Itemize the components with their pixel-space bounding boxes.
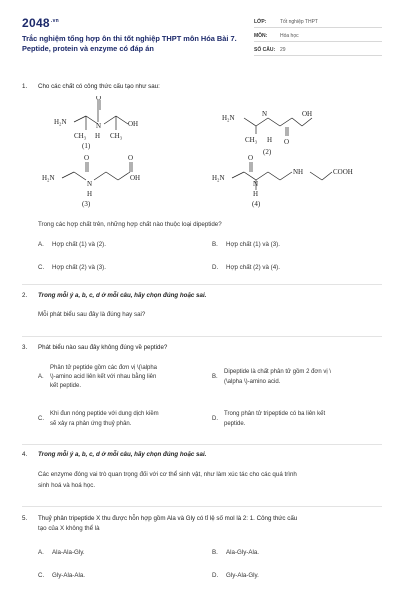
question-number: 2. bbox=[22, 292, 28, 299]
question-text-line: Thuỷ phân tripeptide X thu được hỗn hợp gồm Ala và Gly có tỉ lệ số mol là 2: 1. Công thức cấu bbox=[38, 515, 298, 522]
option-text-line: Dipeptide là chất phân tử gồm 2 đơn vị \ bbox=[224, 369, 332, 375]
chem-h2n-label: H₂N bbox=[54, 118, 67, 126]
option-letter: C. bbox=[38, 572, 45, 579]
meta-key: SỐ CÂU: bbox=[254, 47, 276, 53]
meta-value: Hóa học bbox=[280, 33, 299, 39]
divider bbox=[22, 444, 382, 445]
question-text: Cho các chất có công thức cấu tạo như sau: bbox=[38, 83, 160, 90]
question-1-sub: Trong các hợp chất trên, những hợp chất nào thuộc loại dipeptide? bbox=[38, 221, 222, 228]
structure-label: (4) bbox=[252, 200, 261, 208]
chemical-structures bbox=[40, 96, 370, 214]
question-text-line: tạo của X không thể là bbox=[38, 525, 100, 532]
option-text: Ala-Ala-Gly. bbox=[52, 549, 85, 556]
chem-oh-label: OH bbox=[302, 110, 313, 118]
chem-n-label: N bbox=[87, 180, 93, 188]
option-text: Gly-Ala-Gly. bbox=[226, 572, 259, 579]
option-a[interactable] bbox=[38, 240, 106, 249]
question-number: 4. bbox=[22, 451, 28, 458]
chem-h-label: H bbox=[95, 132, 101, 140]
chem-ch3-label: CH₃ bbox=[74, 132, 87, 140]
meta-value: Tốt nghiệp THPT bbox=[280, 19, 318, 25]
chem-ch3-label: CH₃ bbox=[245, 136, 258, 144]
logo-tld: .vn bbox=[50, 18, 60, 24]
option-d[interactable] bbox=[212, 571, 259, 580]
chem-h-label: H bbox=[87, 190, 93, 198]
option-text: Hợp chất (2) và (4). bbox=[226, 264, 280, 271]
option-d[interactable] bbox=[212, 410, 382, 434]
option-text-line: peptide. bbox=[224, 421, 246, 427]
option-text: Hợp chất (1) và (3). bbox=[226, 241, 280, 248]
question-number: 1. bbox=[22, 83, 28, 90]
question-number: 5. bbox=[22, 515, 28, 522]
option-a[interactable] bbox=[38, 364, 208, 400]
option-letter: B. bbox=[212, 241, 218, 248]
option-text: Hợp chất (1) và (2). bbox=[52, 241, 106, 248]
chem-ch3-label: CH₃ bbox=[110, 132, 123, 140]
chem-n-label: N bbox=[262, 110, 268, 118]
option-text-line: kết peptide. bbox=[50, 383, 82, 389]
question-text: Phát biểu nào sau đây không đúng về peptide? bbox=[38, 344, 168, 351]
option-letter: A. bbox=[38, 241, 44, 248]
divider bbox=[22, 284, 382, 285]
chem-oh-label: OH bbox=[128, 120, 139, 128]
chem-o-label: O bbox=[284, 138, 290, 146]
logo-text: 2048 bbox=[22, 16, 50, 30]
option-text-line: \)-amino acid liên kết với nhau bằng liên bbox=[50, 374, 157, 380]
site-logo[interactable] bbox=[22, 16, 59, 30]
option-letter: D. bbox=[212, 416, 218, 422]
option-letter: B. bbox=[212, 549, 218, 556]
option-letter: D. bbox=[212, 572, 219, 579]
option-text-line: Khi đun nóng peptide với dung dịch kiềm bbox=[50, 411, 159, 417]
chem-oh-label: OH bbox=[130, 174, 141, 182]
meta-row-class bbox=[254, 14, 382, 28]
chem-n-label: N bbox=[96, 122, 102, 130]
option-a[interactable] bbox=[38, 548, 85, 557]
divider bbox=[22, 506, 382, 507]
option-text: Gly-Ala-Ala. bbox=[52, 572, 86, 579]
option-text-line: (\alpha \)-amino acid. bbox=[224, 379, 281, 385]
structure-label: (2) bbox=[263, 148, 272, 156]
chem-h-label: H bbox=[267, 136, 273, 144]
document-title: Trắc nghiệm tổng hợp ôn thi tốt nghiệp THPT môn Hóa Bài 7. Peptide, protein và enzyme có đáp án bbox=[22, 34, 237, 53]
chem-o-label: O bbox=[248, 154, 254, 162]
structure-label: (3) bbox=[82, 200, 91, 208]
chem-h2n-label: H₂N bbox=[42, 174, 55, 182]
option-letter: A. bbox=[38, 374, 44, 380]
question-number: 3. bbox=[22, 344, 28, 351]
option-letter: C. bbox=[38, 264, 45, 271]
option-c[interactable] bbox=[38, 571, 85, 580]
option-text-line: Trong phân tử tripeptide có ba liên kết bbox=[224, 411, 326, 417]
question-4-sub-line: Các enzyme đóng vai trò quan trọng đối với cơ thể sinh vật, như làm xúc tác cho các quá trình bbox=[38, 471, 297, 478]
chem-n-label: N bbox=[253, 180, 259, 188]
meta-row-subject bbox=[254, 28, 382, 42]
option-text: Ala-Gly-Ala. bbox=[226, 549, 260, 556]
chem-nh-label: NH bbox=[293, 168, 304, 176]
chem-h2n-label: H₂N bbox=[222, 114, 235, 122]
question-text: Trong mỗi ý a, b, c, d ở mỗi câu, hãy chọn đúng hoặc sai. bbox=[38, 451, 207, 458]
meta-row-count bbox=[254, 42, 382, 56]
chem-o-label: O bbox=[128, 154, 134, 162]
option-letter: B. bbox=[212, 374, 218, 380]
option-text-line: Phân tử peptide gồm các đơn vị \(\alpha bbox=[50, 365, 158, 371]
chem-o-label: O bbox=[96, 96, 102, 102]
option-letter: C. bbox=[38, 416, 44, 422]
meta-value: 29 bbox=[280, 47, 286, 53]
divider bbox=[22, 336, 382, 337]
meta-key: MÔN: bbox=[254, 33, 268, 39]
option-b[interactable] bbox=[212, 368, 382, 396]
option-c[interactable] bbox=[38, 263, 106, 272]
option-letter: D. bbox=[212, 264, 219, 271]
meta-key: LỚP: bbox=[254, 19, 267, 25]
question-4-sub-line: sinh hoá và hoá học. bbox=[38, 482, 96, 489]
option-c[interactable] bbox=[38, 410, 208, 434]
option-text: Hợp chất (2) và (3). bbox=[52, 264, 106, 271]
option-b[interactable] bbox=[212, 240, 280, 249]
structure-label: (1) bbox=[82, 142, 91, 150]
chem-o-label: O bbox=[84, 154, 90, 162]
option-d[interactable] bbox=[212, 263, 280, 272]
chem-cooh-label: COOH bbox=[333, 168, 353, 176]
option-b[interactable] bbox=[212, 548, 259, 557]
option-letter: A. bbox=[38, 549, 44, 556]
question-text: Trong mỗi ý a, b, c, d ở mỗi câu, hãy chọn đúng hoặc sai. bbox=[38, 292, 207, 299]
meta-table bbox=[254, 14, 382, 56]
question-2-sub: Mỗi phát biểu sau đây là đúng hay sai? bbox=[38, 311, 146, 318]
document-header bbox=[22, 14, 382, 74]
option-text-line: sẽ xảy ra phản ứng thuỷ phân. bbox=[50, 421, 132, 427]
chem-h-label: H bbox=[253, 190, 259, 198]
chem-h2n-label: H₂N bbox=[212, 174, 225, 182]
